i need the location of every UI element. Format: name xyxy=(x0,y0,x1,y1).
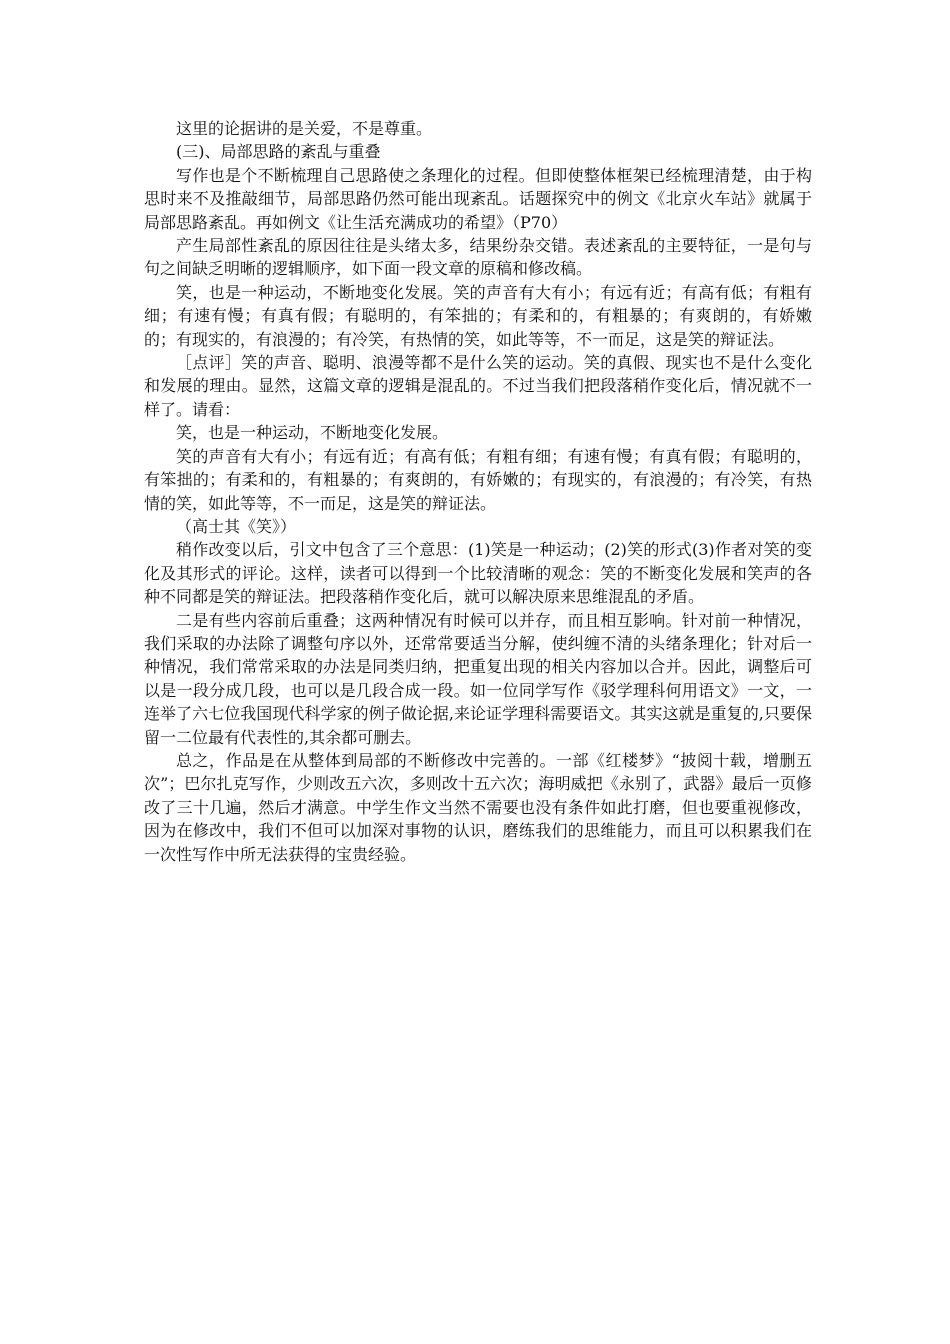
paragraph-analysis: 稍作改变以后，引文中包含了三个意思：(1)笑是一种运动；(2)笑的形式(3)作者对笑的变化及其形式的评论。这样，读者可以得到一个比较清晰的观念：笑的不断变化发展和笑声的各种不同都是笑的辩证法。把段落稍作变化后，就可以解决原来思维混乱的矛盾。 xyxy=(144,540,812,607)
paragraph-conclusion-care: 这里的论据讲的是关爱，不是尊重。 xyxy=(176,119,433,138)
section-heading: (三)、局部思路的紊乱与重叠 xyxy=(176,142,381,162)
paragraph-comment: ［点评］笑的声音、聪明、浪漫等都不是什么笑的运动。笑的真假、现实也不是什么变化和发展的理由。显然，这篇文章的逻辑是混乱的。不过当我们把段落稍作变化后，情况就不一样了。请看： xyxy=(144,353,812,419)
paragraph-revised-first: 笑，也是一种运动，不断地变化发展。 xyxy=(176,423,449,443)
paragraph-intro: 写作也是个不断梳理自己思路使之条理化的过程。但即使整体框架已经梳理清楚，由于构思时来不及推敲细节，局部思路仍然可能出现紊乱。话题探究中的例文《北京火车站》就属于局部思路紊乱。再如例文《让生活充满成功的希望》（P70） xyxy=(144,165,812,232)
paragraph-revised-second: 笑的声音有大有小；有远有近；有高有低；有粗有细；有速有慢；有真有假；有聪明的，有笨拙的；有柔和的，有粗暴的；有爽朗的，有娇嫩的；有现实的，有浪漫的；有冷笑，有热情的笑，如此等等，不一而足，这是笑的辩证法。 xyxy=(144,446,812,513)
paragraph-original-draft: 笑，也是一种运动，不断地变化发展。笑的声音有大有小；有远有近；有高有低；有粗有细；有速有慢；有真有假；有聪明的，有笨拙的；有柔和的，有粗暴的；有爽朗的，有娇嫩的；有现实的，有浪漫的；有冷笑，有热情的笑，如此等等，不一而足，这是笑的辩证法。 xyxy=(144,282,812,349)
paragraph-summary: 总之，作品是在从整体到局部的不断修改中完善的。一部《红楼梦》“披阅十载，增删五次”；巴尔扎克写作，少则改五六次，多则改十五六次；海明威把《永别了，武器》最后一页修改了三十几遍，然后才满意。中学生作文当然不需要也没有条件如此打磨，但也要重视修改，因为在修改中，我们不但可以加深对事物的认识，磨练我们的思维能力，而且可以积累我们在一次性写作中所无法获得的宝贵经验。 xyxy=(144,750,812,864)
paragraph-causes: 产生局部性紊乱的原因往往是头绪太多，结果纷杂交错。表述紊乱的主要特征，一是句与句之间缺乏明晰的逻辑顺序，如下面一段文章的原稿和修改稿。 xyxy=(144,236,812,279)
paragraph-citation: （高士其《笑》） xyxy=(176,516,297,536)
document-body xyxy=(144,117,812,866)
paragraph-overlap: 二是有些内容前后重叠；这两种情况有时候可以并存，而且相互影响。针对前一种情况，我们采取的办法除了调整句序以外，还常常要适当分解，使纠缠不清的头绪条理化；针对后一种情况，我们常常采取的办法是同类归纳，把重复出现的相关内容加以合并。因此，调整后可以是一段分成几段，也可以是几段合成一段。如一位同学写作《驳学理科何用语文》一文，一连举了六七位我国现代科学家的例子做论据,来论证学理科需要语文。其实这就是重复的,只要保留一二位最有代表性的,其余都可删去。 xyxy=(144,610,812,747)
